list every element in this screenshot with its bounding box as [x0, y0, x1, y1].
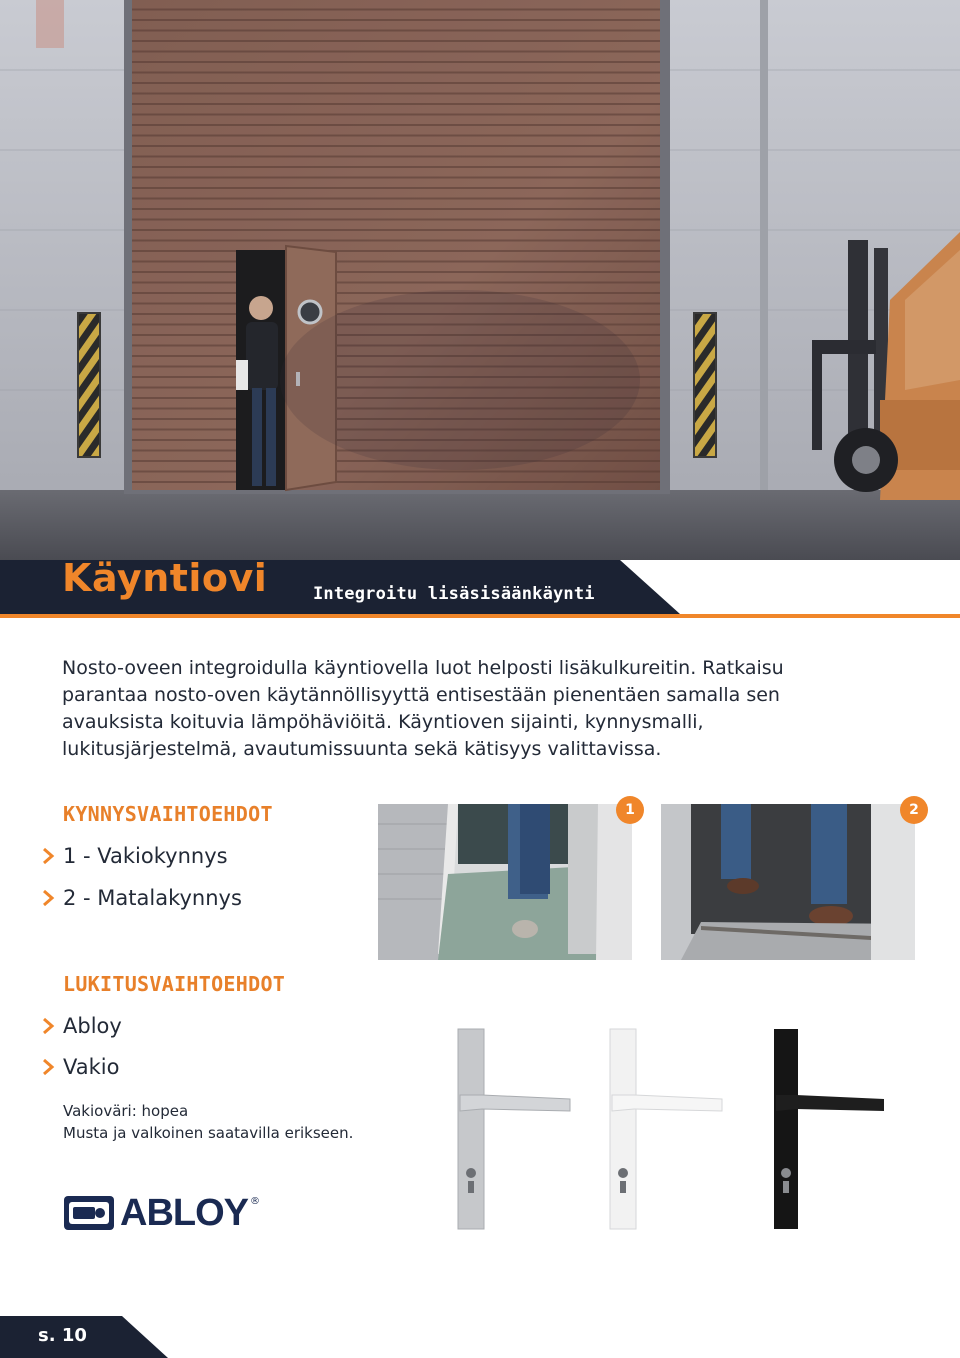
threshold-option	[38, 842, 228, 870]
page-footer-tab	[0, 1316, 190, 1358]
abloy-key-icon	[64, 1196, 114, 1230]
note-line: Musta ja valkoinen saatavilla erikseen.	[63, 1124, 354, 1142]
standard-threshold-photo	[378, 804, 632, 960]
intro-line: Nosto-oveen integroidulla käyntiovella luot helposti lisäkulkureitin. Ratkaisu	[62, 657, 784, 679]
hero-image	[0, 0, 960, 560]
intro-paragraph	[62, 655, 872, 763]
logo-wordmark: ABLOY	[120, 1192, 248, 1234]
locking-option	[38, 1053, 119, 1081]
page-title: Käyntiovi	[62, 556, 268, 600]
page-number: s. 10	[38, 1325, 87, 1346]
page-subtitle: Integroitu lisäsisäänkäynti	[313, 584, 595, 604]
threshold-option	[38, 884, 242, 912]
intro-line: lukitusjärjestelmä, avautumissuunta sekä kätisyys valittavissa.	[62, 738, 662, 760]
photo-badge-2: 2	[900, 796, 928, 824]
threshold-option-label: 2 - Matalakynnys	[63, 886, 242, 910]
locking-option-label: Abloy	[63, 1014, 122, 1038]
threshold-option-label: 1 - Vakiokynnys	[63, 844, 228, 868]
chevron-right-icon	[38, 1056, 60, 1078]
chevron-right-icon	[38, 845, 60, 867]
chevron-right-icon	[38, 1015, 60, 1037]
intro-line: avauksista koituvia lämpöhäviöitä. Käyntioven sijainti, kynnysmalli,	[62, 711, 704, 733]
abloy-logo	[64, 1192, 260, 1234]
photo-badge-1: 1	[616, 796, 644, 824]
intro-line: parantaa nosto-oven käytännöllisyyttä entisestään pienentäen samalla sen	[62, 684, 780, 706]
silver-handle-image	[452, 1025, 592, 1235]
color-note	[63, 1100, 353, 1144]
locking-option	[38, 1012, 122, 1040]
threshold-heading: KYNNYSVAIHTOEHDOT	[63, 802, 273, 826]
note-line: Vakioväri: hopea	[63, 1102, 189, 1120]
registered-mark: ®	[250, 1196, 260, 1207]
locking-heading: LUKITUSVAIHTOEHDOT	[63, 972, 286, 996]
locking-option-label: Vakio	[63, 1055, 120, 1079]
chevron-right-icon	[38, 887, 60, 909]
black-handle-image	[768, 1025, 908, 1235]
low-threshold-photo	[661, 804, 915, 960]
white-handle-image	[604, 1025, 744, 1235]
